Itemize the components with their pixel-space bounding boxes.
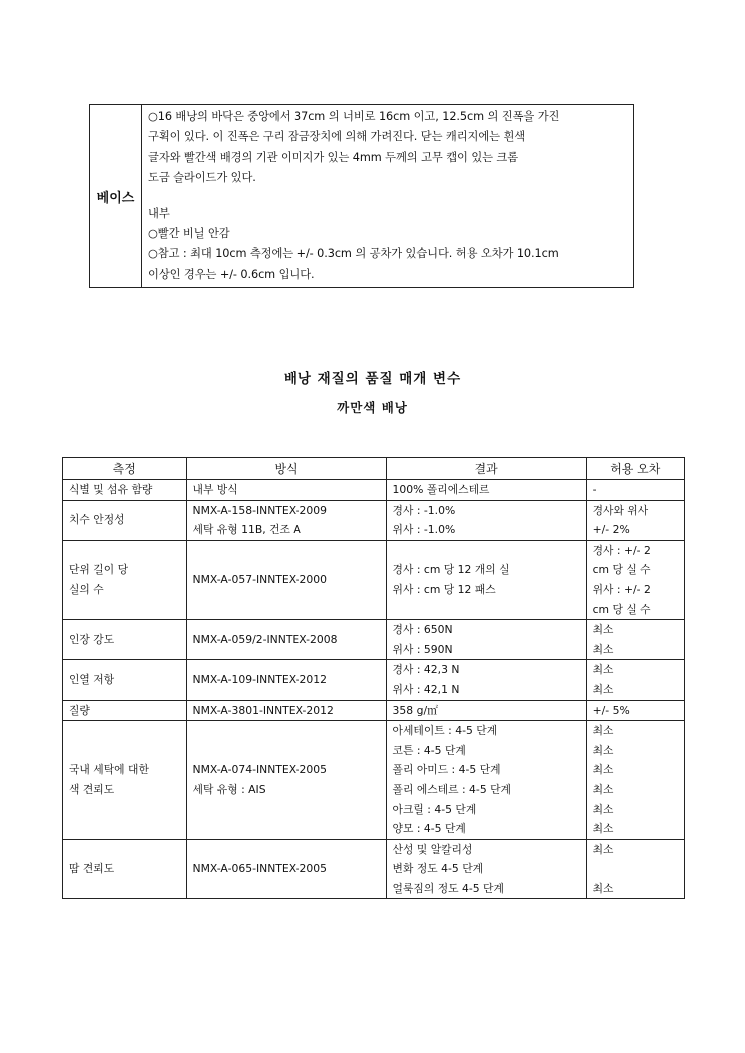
- cell-line: 최소: [592, 881, 614, 895]
- cell-line: NMX-A-109-INNTEX-2012: [192, 673, 327, 687]
- cell-line: 아세테이트 : 4-5 단계: [392, 724, 498, 738]
- cell-line: 인장 강도: [69, 632, 115, 646]
- result-cell: [386, 700, 586, 721]
- cell-line: 최소: [592, 642, 614, 656]
- tolerance-cell: [586, 660, 684, 700]
- cell-line: NMX-A-158-INNTEX-2009: [192, 503, 327, 517]
- measure-cell: [63, 839, 187, 899]
- base-text-line: ○빨간 비닐 안감: [148, 227, 230, 241]
- cell-line: 최소: [592, 623, 614, 637]
- tolerance-cell: [586, 540, 684, 619]
- base-content: [142, 105, 634, 288]
- cell-line: 위사 : +/- 2: [592, 582, 651, 596]
- base-label: 베이스: [90, 105, 142, 288]
- cell-line: NMX-A-059/2-INNTEX-2008: [192, 632, 338, 646]
- method-cell: [186, 500, 386, 540]
- cell-line: NMX-A-065-INNTEX-2005: [192, 862, 327, 876]
- base-text-line: 구획이 있다. 이 진폭은 구리 잠금장치에 의해 가려진다. 닫는 캐리지에는 흰색: [148, 130, 526, 144]
- method-cell: [186, 480, 386, 501]
- cell-line: [593, 859, 678, 879]
- section-subtitle: 까만색 배낭: [337, 400, 408, 415]
- measure-cell: [63, 480, 187, 501]
- header-measure: 측정: [63, 458, 187, 480]
- tolerance-cell: [586, 500, 684, 540]
- cell-line: 얼룩짐의 정도 4-5 단계: [392, 881, 504, 895]
- cell-line: 위사 : -1.0%: [392, 523, 456, 537]
- cell-line: 358 g/㎡: [392, 703, 438, 717]
- cell-line: 위사 : cm 당 12 패스: [392, 582, 496, 596]
- cell-line: 산성 및 알칼리성: [392, 842, 473, 856]
- cell-line: 최소: [592, 682, 614, 696]
- table-row: [63, 700, 685, 721]
- cell-line: 변화 정도 4-5 단계: [392, 862, 484, 876]
- cell-line: 땀 견뢰도: [69, 862, 115, 876]
- cell-line: 색 견뢰도: [69, 782, 115, 796]
- cell-line: NMX-A-057-INNTEX-2000: [192, 573, 327, 587]
- table-row: [63, 839, 685, 899]
- cell-line: 폴리 아미드 : 4-5 단계: [392, 763, 501, 777]
- method-cell: [186, 660, 386, 700]
- cell-line: 최소: [592, 822, 614, 836]
- cell-line: 최소: [592, 782, 614, 796]
- cell-line: 세탁 유형 11B, 건조 A: [192, 523, 301, 537]
- cell-line: 위사 : 590N: [392, 642, 453, 656]
- cell-line: 폴리 에스테르 : 4-5 단계: [392, 782, 511, 796]
- cell-line: 최소: [592, 743, 614, 757]
- tolerance-cell: [586, 721, 684, 840]
- cell-line: 경사 : -1.0%: [392, 503, 456, 517]
- result-cell: [386, 500, 586, 540]
- method-cell: [186, 620, 386, 660]
- tolerance-cell: [586, 700, 684, 721]
- table-row: [63, 620, 685, 660]
- measure-cell: [63, 500, 187, 540]
- base-lines: [148, 107, 627, 285]
- cell-line: 내부 방식: [192, 483, 238, 496]
- method-cell: [186, 721, 386, 840]
- cell-line: NMX-A-074-INNTEX-2005: [192, 763, 327, 777]
- cell-line: 경사 : cm 당 12 개의 실: [392, 563, 510, 577]
- cell-line: -: [592, 483, 597, 496]
- cell-line: NMX-A-3801-INNTEX-2012: [192, 703, 334, 717]
- result-cell: [386, 540, 586, 619]
- section-title: 배낭 재질의 품질 매개 변수: [283, 371, 462, 387]
- base-text-line: 내부: [148, 206, 170, 220]
- measure-cell: [63, 721, 187, 840]
- cell-line: 경사 : 650N: [392, 623, 453, 637]
- base-text-line: 도금 슬라이드가 있다.: [148, 171, 256, 185]
- cell-line: 최소: [592, 842, 614, 856]
- cell-line: 국내 세탁에 대한: [69, 763, 149, 777]
- base-description-box: [89, 104, 634, 288]
- base-text-line: 이상인 경우는 +/- 0.6cm 입니다.: [148, 267, 315, 281]
- cell-line: 아크릴 : 4-5 단계: [392, 802, 477, 816]
- tolerance-cell: [586, 620, 684, 660]
- cell-line: 실의 수: [69, 582, 104, 596]
- cell-line: cm 당 실 수: [592, 563, 651, 577]
- quality-parameters-table: [62, 457, 685, 899]
- table-row: [63, 540, 685, 619]
- measure-cell: [63, 540, 187, 619]
- header-result: 결과: [386, 458, 586, 480]
- paragraph-gap: [148, 189, 627, 204]
- measure-cell: [63, 700, 187, 721]
- cell-line: 최소: [592, 724, 614, 738]
- cell-line: 경사 : +/- 2: [592, 543, 651, 557]
- cell-line: 최소: [592, 802, 614, 816]
- measure-cell: [63, 660, 187, 700]
- cell-line: 경사 : 42,3 N: [392, 663, 460, 677]
- measure-cell: [63, 620, 187, 660]
- result-cell: [386, 480, 586, 501]
- result-cell: [386, 721, 586, 840]
- cell-line: 100% 폴리에스테르: [392, 483, 490, 496]
- cell-line: +/- 5%: [592, 703, 630, 717]
- tolerance-cell: [586, 839, 684, 899]
- cell-line: 양모 : 4-5 단계: [392, 822, 466, 836]
- cell-line: cm 당 실 수: [592, 602, 651, 616]
- table-row: [63, 660, 685, 700]
- header-tolerance: 허용 오차: [586, 458, 684, 480]
- method-cell: [186, 839, 386, 899]
- cell-line: 질량: [69, 703, 90, 717]
- cell-line: 단위 길이 당: [69, 563, 129, 577]
- cell-line: 위사 : 42,1 N: [392, 682, 460, 696]
- tolerance-cell: [586, 480, 684, 501]
- cell-line: 세탁 유형 : AIS: [192, 782, 266, 796]
- table-row: [63, 721, 685, 840]
- cell-line: 경사와 위사: [592, 503, 649, 517]
- base-text-line: 글자와 빨간색 배경의 기관 이미지가 있는 4mm 두께의 고무 캡이 있는 크롬: [148, 150, 519, 164]
- cell-line: 최소: [592, 763, 614, 777]
- method-cell: [186, 540, 386, 619]
- cell-line: 코튼 : 4-5 단계: [392, 743, 466, 757]
- method-cell: [186, 700, 386, 721]
- cell-line: 치수 안정성: [69, 513, 125, 527]
- cell-line: 인열 저항: [69, 673, 115, 687]
- cell-line: 최소: [592, 663, 614, 677]
- table-body: [63, 480, 685, 899]
- table-row: [63, 500, 685, 540]
- cell-line: 식별 및 섬유 함량: [69, 483, 153, 496]
- base-text-line: ○16 배낭의 바닥은 중앙에서 37cm 의 너비로 16cm 이고, 12.5cm 의 진폭을 가진: [148, 110, 560, 123]
- result-cell: [386, 839, 586, 899]
- result-cell: [386, 620, 586, 660]
- table-row: [63, 480, 685, 501]
- cell-line: +/- 2%: [592, 523, 630, 537]
- base-text-line: ○참고 : 최대 10cm 측정에는 +/- 0.3cm 의 공차가 있습니다. 허용 오차가 10.1cm: [148, 247, 559, 261]
- result-cell: [386, 660, 586, 700]
- table-header-row: [63, 458, 685, 480]
- header-method: 방식: [186, 458, 386, 480]
